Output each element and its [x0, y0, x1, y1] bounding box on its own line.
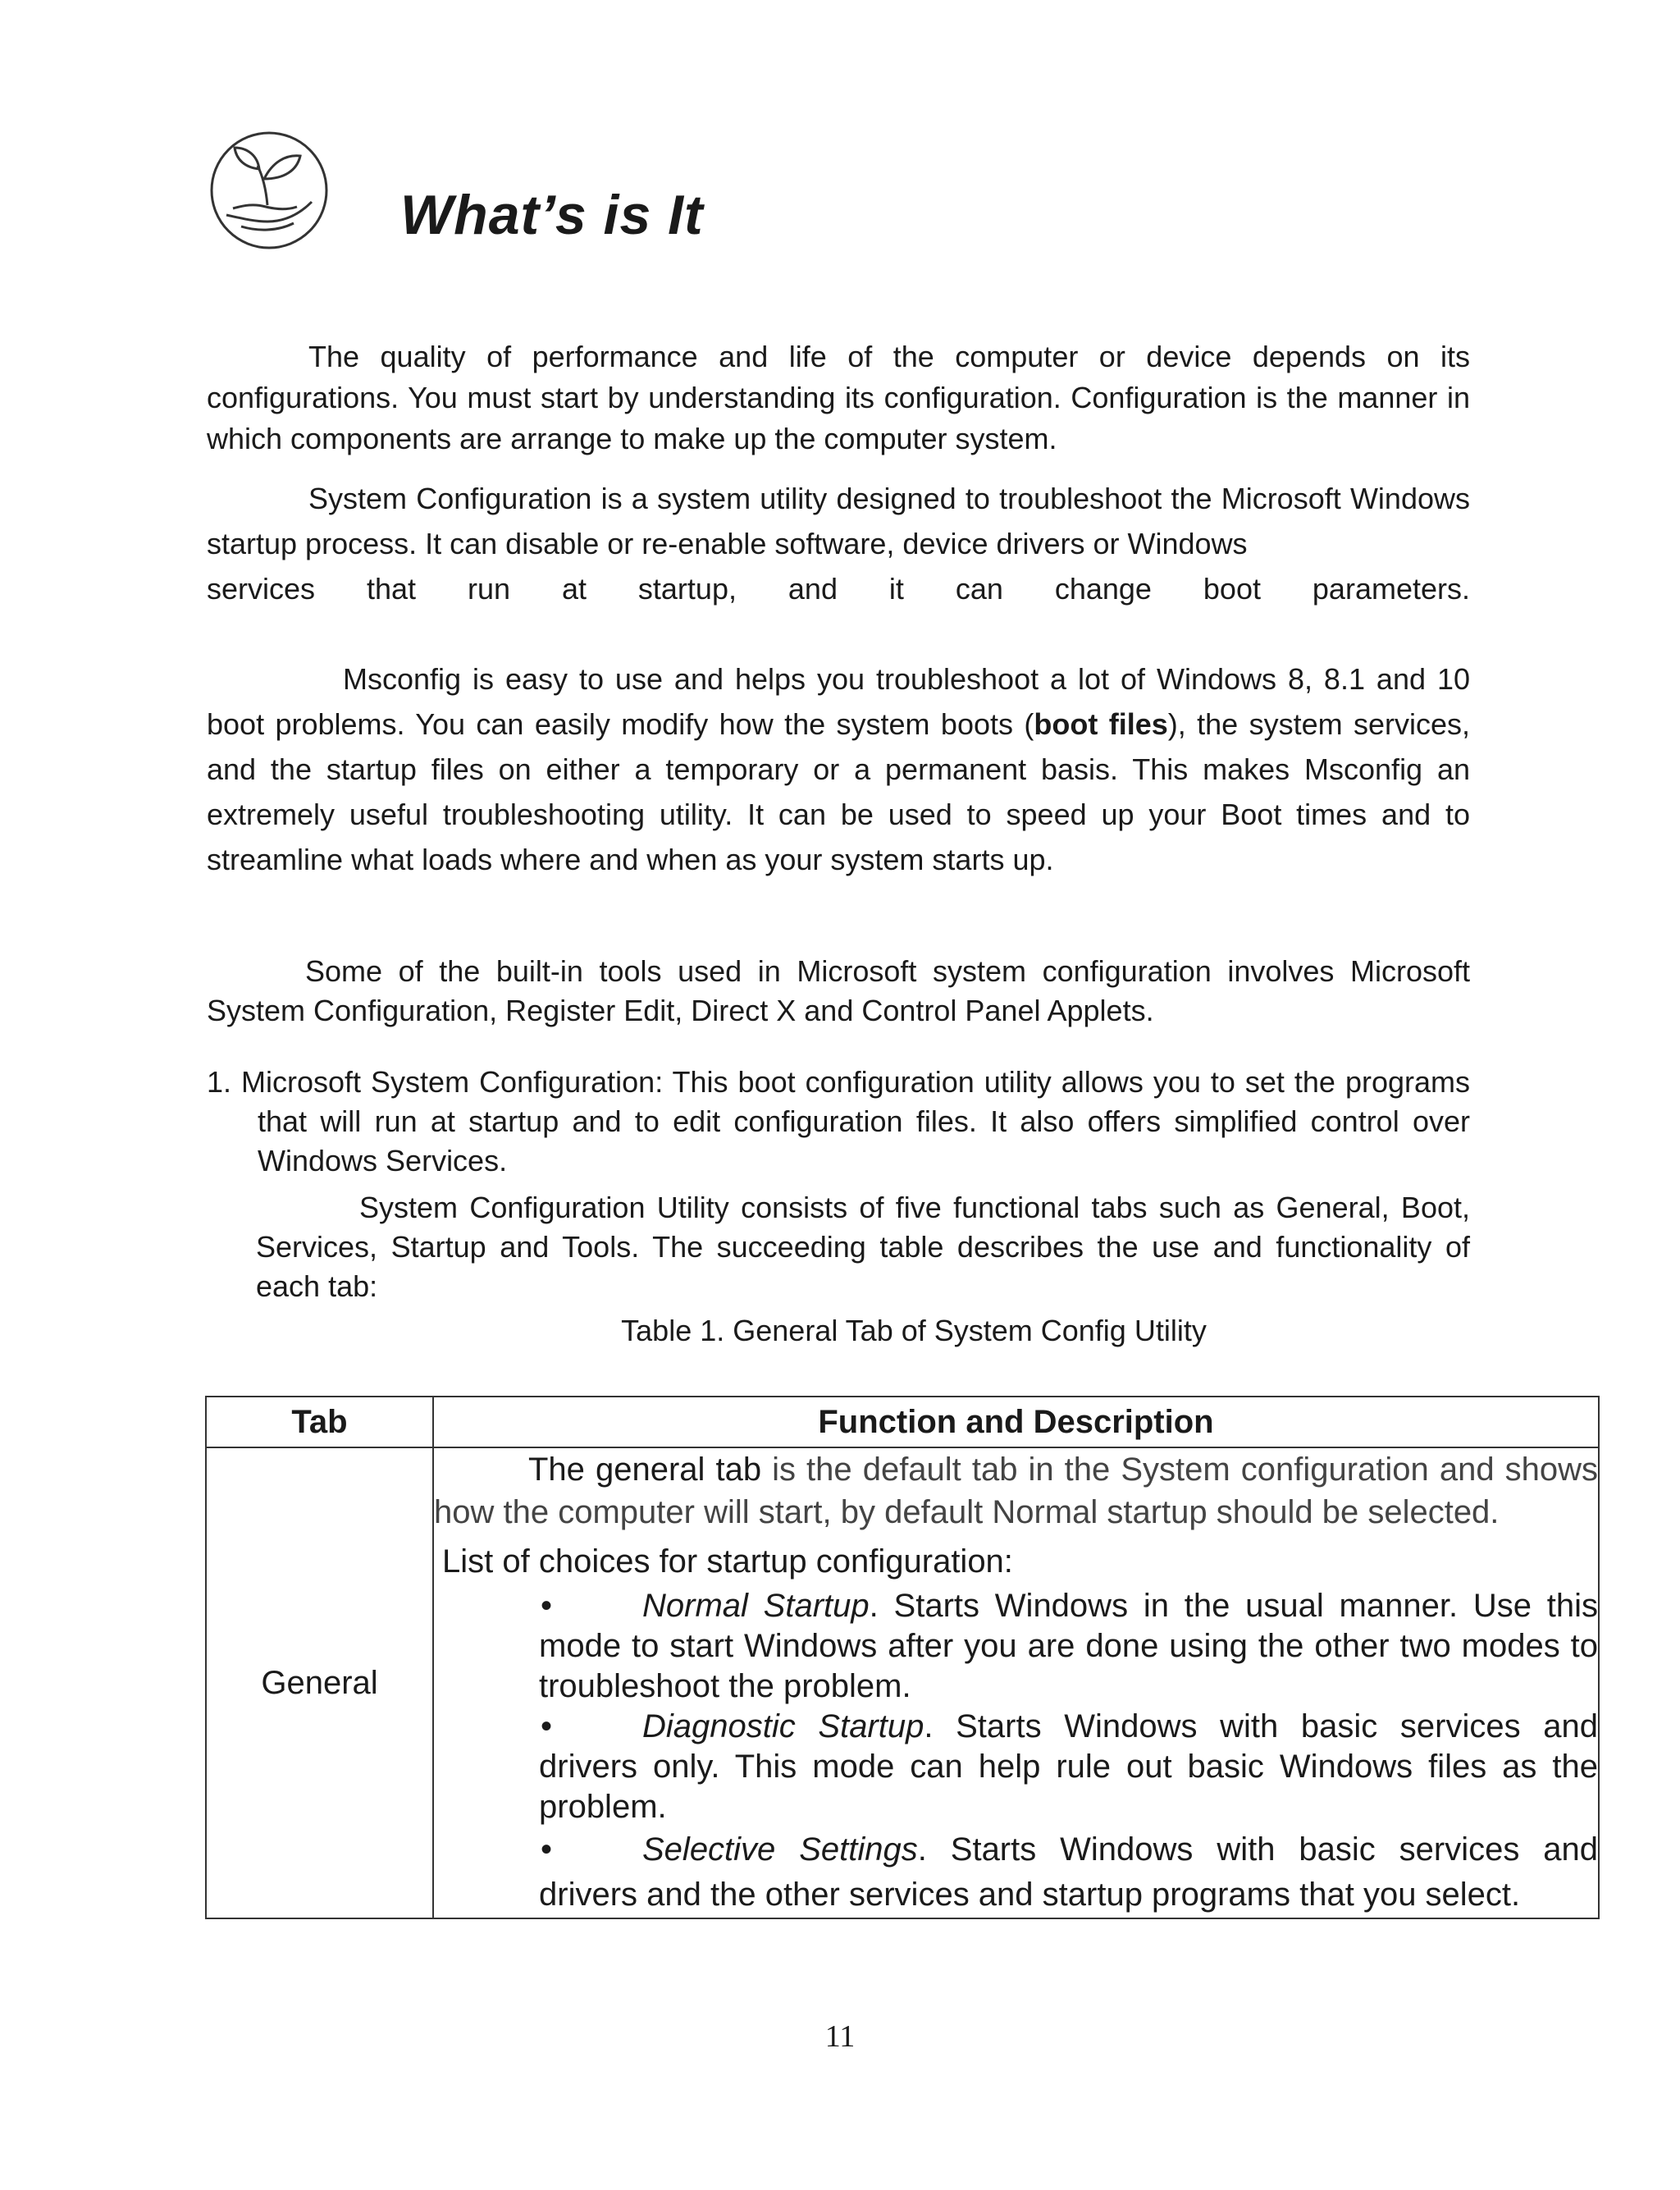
- description-intro-lead: The general tab: [528, 1452, 762, 1488]
- bullet-mark: •: [541, 1708, 553, 1744]
- table-caption: Table 1. General Tab of System Config Utility: [621, 1314, 1207, 1347]
- table-header-row: [206, 1397, 1599, 1447]
- choice-term: Selective Settings: [642, 1831, 918, 1868]
- column-header-tab: Tab: [206, 1397, 433, 1447]
- list-item-text: 1. Microsoft System Configuration: This boot configuration utility allows you to set the programs that will run at startup and to edit configuration files. It also offers simplified control over Windows Services.: [207, 1065, 1470, 1177]
- table-row: [206, 1447, 1599, 1918]
- section-title: What’s is It: [400, 184, 704, 246]
- list-item: [539, 1707, 1598, 1827]
- msconfig-text-end: ), the system services, and the startup files on either a temporary or a permanent basis. This makes Msconfig an extremely useful troubleshooting utility. It can be used to speed up your Boot times and to streamline what loads where and when as your system starts up.: [207, 707, 1471, 876]
- built-in-tools-paragraph: Some of the built-in tools used in Microsoft system configuration involves Microsoft System Configuration, Register Edit, Direct X and Control Panel Applets.: [207, 954, 1470, 1027]
- bullet-mark: •: [541, 1588, 553, 1624]
- description-intro-rest: is the default tab in the System configuration and shows how the computer will start, by default Normal startup should be selected.: [434, 1452, 1598, 1530]
- hand-holding-plant-icon: [208, 130, 330, 251]
- msconfig-text-start: Msconfig is easy to use and helps you troubleshoot a lot of Windows 8, 8.1 and 10 boot problems. You can easily modify how the system boots (: [207, 662, 1470, 741]
- choice-description: . Starts Windows with basic services and drivers and the other services and startup programs that you select.: [539, 1831, 1598, 1913]
- list-item: [207, 1063, 1470, 1181]
- list-item-subparagraph: System Configuration Utility consists of five functional tabs such as General, Boot, Services, Startup and Tools. The succeeding table describes the use and functionality of each tab:: [256, 1191, 1470, 1303]
- general-tab-table: [205, 1396, 1600, 1919]
- choice-description: . Starts Windows in the usual manner. Use this mode to start Windows after you are done using the other two modes to troubleshoot the problem.: [539, 1588, 1599, 1704]
- list-item: [539, 1827, 1598, 1918]
- column-header-function: Function and Description: [433, 1397, 1599, 1447]
- list-item: [539, 1586, 1598, 1707]
- choice-description: . Starts Windows with basic services and drivers only. This mode can help rule out basic Windows files as the problem.: [539, 1708, 1599, 1825]
- system-configuration-paragraph: System Configuration is a system utility designed to troubleshoot the Microsoft Windows startup process. It can disable or re-enable software, device drivers or Windows: [207, 482, 1470, 560]
- description-cell: [433, 1447, 1599, 1918]
- bullet-mark: •: [541, 1831, 553, 1868]
- system-configuration-paragraph-end: services that run at startup, and it can change boot parameters.: [207, 572, 1470, 606]
- page-number: 11: [824, 2019, 856, 2054]
- msconfig-paragraph: [207, 656, 1470, 882]
- choices-heading: List of choices for startup configuration:: [442, 1543, 1013, 1580]
- intro-paragraph: The quality of performance and life of the computer or device depends on its configurations. You must start by understanding its configuration. Configuration is the manner in which components are arrange to make up the computer system.: [207, 340, 1470, 455]
- choice-term: Normal Startup: [642, 1588, 870, 1624]
- tab-name-cell: General: [206, 1447, 433, 1918]
- boot-files-term: boot files: [1034, 707, 1168, 741]
- choice-term: Diagnostic Startup: [642, 1708, 924, 1744]
- description-intro: [434, 1448, 1598, 1534]
